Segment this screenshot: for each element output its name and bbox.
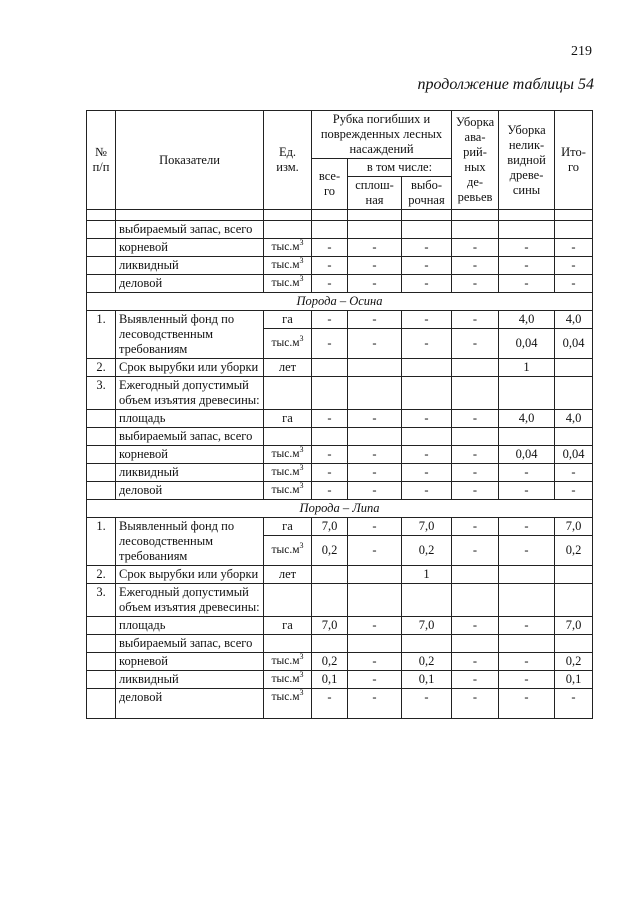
table-cell xyxy=(264,210,312,221)
table-cell: 7,0 xyxy=(312,617,348,635)
table-cell xyxy=(348,428,402,446)
table-cell: 3 xyxy=(299,463,304,473)
table-cell xyxy=(402,359,452,377)
table-cell xyxy=(452,377,499,410)
data-table xyxy=(86,110,593,719)
table-cell xyxy=(264,446,312,464)
table-cell xyxy=(452,221,499,239)
table-cell: - xyxy=(312,464,348,482)
table-cell: - xyxy=(452,617,499,635)
table-cell: 4,0 xyxy=(499,410,555,428)
table-cell xyxy=(348,635,402,653)
table-cell: - xyxy=(402,257,452,275)
table-cell: - xyxy=(348,617,402,635)
table-cell xyxy=(87,275,116,293)
table-cell: 1 xyxy=(499,359,555,377)
table-cell xyxy=(87,239,116,257)
table-caption: продолжение таблицы 54 xyxy=(417,76,594,93)
table-row xyxy=(87,671,593,689)
header-felling-total: все-го xyxy=(312,159,348,210)
header-including: в том числе: xyxy=(348,159,452,177)
table-cell xyxy=(264,428,312,446)
table-cell: га xyxy=(264,617,312,635)
table-cell: - xyxy=(348,410,402,428)
header-felling: Рубка погибших и поврежденных лесных насаждений xyxy=(312,111,452,159)
table-cell xyxy=(348,221,402,239)
table-row xyxy=(87,635,593,653)
table-cell xyxy=(264,653,312,671)
table-cell xyxy=(452,210,499,221)
table-cell: тыс.м xyxy=(271,337,300,349)
table-cell: ликвидный xyxy=(116,671,264,689)
table-cell xyxy=(555,359,593,377)
table-cell xyxy=(312,210,348,221)
table-cell: - xyxy=(348,689,402,719)
table-cell: - xyxy=(499,275,555,293)
table-cell: - xyxy=(499,689,555,719)
table-cell xyxy=(87,446,116,464)
table-cell: площадь xyxy=(116,410,264,428)
table-cell xyxy=(452,428,499,446)
table-cell: 0,2 xyxy=(555,536,593,566)
table-cell: тыс.м xyxy=(271,544,300,556)
table-cell: 3 xyxy=(299,274,304,284)
table-cell: га xyxy=(264,518,312,536)
table-cell: - xyxy=(499,653,555,671)
table-cell xyxy=(312,377,348,410)
table-cell: ликвидный xyxy=(116,464,264,482)
table-cell xyxy=(87,428,116,446)
table-row xyxy=(87,428,593,446)
table-cell xyxy=(116,210,264,221)
table-cell: 1 xyxy=(402,566,452,584)
table-cell: - xyxy=(452,257,499,275)
table-row xyxy=(87,410,593,428)
table-cell: 0,2 xyxy=(402,653,452,671)
table-cell xyxy=(348,377,402,410)
table-cell: - xyxy=(452,410,499,428)
table-cell: - xyxy=(555,689,593,719)
table-cell: - xyxy=(348,518,402,536)
table-cell xyxy=(87,410,116,428)
table-cell: 7,0 xyxy=(312,518,348,536)
table-cell xyxy=(87,617,116,635)
table-cell: деловой xyxy=(116,689,264,719)
table-cell xyxy=(499,566,555,584)
table-cell: - xyxy=(452,518,499,536)
table-cell: - xyxy=(348,536,402,566)
table-cell: 3 xyxy=(299,652,304,662)
table-cell: Срок вырубки или уборки xyxy=(116,359,264,377)
table-cell: Порода – Осина xyxy=(87,293,593,311)
table-cell: корневой xyxy=(116,446,264,464)
table-cell: деловой xyxy=(116,482,264,500)
table-cell xyxy=(264,377,312,410)
table-cell: 0,1 xyxy=(402,671,452,689)
table-cell: - xyxy=(312,257,348,275)
table-cell xyxy=(402,635,452,653)
table-cell: - xyxy=(348,482,402,500)
table-row xyxy=(87,617,593,635)
table-cell: 7,0 xyxy=(555,617,593,635)
table-cell: 3 xyxy=(299,670,304,680)
table-cell: - xyxy=(348,239,402,257)
table-cell: 3 xyxy=(299,334,304,344)
table-cell xyxy=(402,210,452,221)
table-cell: 7,0 xyxy=(402,518,452,536)
table-cell xyxy=(348,584,402,617)
table-cell: выбираемый запас, всего xyxy=(116,221,264,239)
table-cell xyxy=(264,689,312,719)
table-cell: - xyxy=(348,311,402,329)
table-cell: тыс.м xyxy=(271,673,300,685)
table-cell xyxy=(264,239,312,257)
table-cell: 4,0 xyxy=(499,311,555,329)
table-cell xyxy=(264,671,312,689)
header-unit: Ед. изм. xyxy=(264,111,312,210)
table-cell xyxy=(264,329,312,359)
table-cell: - xyxy=(499,518,555,536)
table-cell xyxy=(87,671,116,689)
table-cell: 7,0 xyxy=(402,617,452,635)
table-cell: 1. xyxy=(87,311,116,359)
table-cell: - xyxy=(348,671,402,689)
table-cell: - xyxy=(348,464,402,482)
table-cell xyxy=(555,428,593,446)
table-row xyxy=(87,653,593,671)
table-cell xyxy=(87,221,116,239)
table-cell xyxy=(312,359,348,377)
table-cell: - xyxy=(452,275,499,293)
table-cell xyxy=(452,566,499,584)
header-indicators: Показатели xyxy=(116,111,264,210)
table-cell: Срок вырубки или уборки xyxy=(116,566,264,584)
table-cell: Ежегодный допустимый объем изъятия древесины: xyxy=(116,377,264,410)
table-row xyxy=(87,482,593,500)
table-cell xyxy=(264,257,312,275)
table-cell xyxy=(555,635,593,653)
table-row xyxy=(87,275,593,293)
table-cell: 0,2 xyxy=(312,536,348,566)
table-cell: 2. xyxy=(87,359,116,377)
table-cell xyxy=(87,689,116,719)
table-cell: - xyxy=(452,689,499,719)
table-cell: - xyxy=(452,446,499,464)
table-row xyxy=(87,359,593,377)
table-cell xyxy=(555,210,593,221)
section-row-linden xyxy=(87,500,593,518)
table-cell: - xyxy=(555,239,593,257)
table-cell xyxy=(348,359,402,377)
table-cell: 4,0 xyxy=(555,311,593,329)
header-nonliquid: Уборка нелик-видной древе-сины xyxy=(499,111,555,210)
table-cell: 0,2 xyxy=(402,536,452,566)
table-cell: - xyxy=(555,482,593,500)
table-row xyxy=(87,239,593,257)
table-cell: тыс.м xyxy=(271,448,300,460)
table-cell: - xyxy=(402,464,452,482)
table-cell: - xyxy=(452,239,499,257)
table-row xyxy=(87,689,593,719)
header-total: Ито-го xyxy=(555,111,593,210)
table-row xyxy=(87,221,593,239)
table-row xyxy=(87,584,593,617)
table-cell: - xyxy=(312,689,348,719)
table-row xyxy=(87,518,593,536)
table-cell: Ежегодный допустимый объем изъятия древесины: xyxy=(116,584,264,617)
table-cell: - xyxy=(402,482,452,500)
table-cell: лет xyxy=(264,566,312,584)
table-cell xyxy=(87,635,116,653)
table-cell: тыс.м xyxy=(271,691,300,703)
table-cell: 7,0 xyxy=(555,518,593,536)
table-cell: - xyxy=(402,275,452,293)
table-cell xyxy=(452,584,499,617)
table-cell xyxy=(87,257,116,275)
table-cell xyxy=(402,428,452,446)
table-cell xyxy=(264,275,312,293)
table-cell: - xyxy=(499,617,555,635)
table-cell: - xyxy=(452,311,499,329)
table-cell: площадь xyxy=(116,617,264,635)
table-row xyxy=(87,257,593,275)
table-cell: - xyxy=(452,536,499,566)
table-cell: - xyxy=(499,239,555,257)
table-cell xyxy=(555,584,593,617)
table-cell xyxy=(555,566,593,584)
table-cell: тыс.м xyxy=(271,466,300,478)
table-cell xyxy=(499,584,555,617)
table-cell: 0,04 xyxy=(499,446,555,464)
table-cell: тыс.м xyxy=(271,277,300,289)
section-row-aspen xyxy=(87,293,593,311)
table-cell: - xyxy=(312,482,348,500)
table-cell: - xyxy=(348,257,402,275)
table-cell: га xyxy=(264,311,312,329)
table-cell: 3 xyxy=(299,445,304,455)
table-cell: 3 xyxy=(299,256,304,266)
table-cell xyxy=(555,221,593,239)
table-cell: - xyxy=(312,275,348,293)
table-cell: 0,1 xyxy=(312,671,348,689)
table-cell: 2. xyxy=(87,566,116,584)
table-cell: деловой xyxy=(116,275,264,293)
table-cell xyxy=(499,377,555,410)
table-cell: - xyxy=(555,275,593,293)
table-cell: - xyxy=(348,329,402,359)
table-cell: выбираемый запас, всего xyxy=(116,428,264,446)
table-cell xyxy=(312,584,348,617)
table-cell: - xyxy=(499,671,555,689)
table-cell: 0,04 xyxy=(555,329,593,359)
header-selective: выбо-рочная xyxy=(402,177,452,210)
table-cell: - xyxy=(402,446,452,464)
table-cell: корневой xyxy=(116,653,264,671)
table-cell xyxy=(499,428,555,446)
table-cell: 1. xyxy=(87,518,116,566)
table-cell: - xyxy=(312,329,348,359)
table-cell: - xyxy=(402,311,452,329)
table-cell: - xyxy=(348,275,402,293)
table-cell: - xyxy=(499,464,555,482)
table-cell xyxy=(499,221,555,239)
table-cell: - xyxy=(499,257,555,275)
table-row xyxy=(87,311,593,329)
table-cell: - xyxy=(452,482,499,500)
table-cell: 0,2 xyxy=(312,653,348,671)
table-cell: Порода – Липа xyxy=(87,500,593,518)
table-cell: тыс.м xyxy=(271,655,300,667)
table-cell: 4,0 xyxy=(555,410,593,428)
table-cell: корневой xyxy=(116,239,264,257)
header-emergency: Уборка ава-рий-ных де-ревьев xyxy=(452,111,499,210)
table-cell: Выявленный фонд по лесоводственным требованиям xyxy=(116,518,264,566)
table-cell: - xyxy=(555,464,593,482)
table-cell: лет xyxy=(264,359,312,377)
table-cell: 0,04 xyxy=(555,446,593,464)
table-row xyxy=(87,566,593,584)
table-cell xyxy=(312,428,348,446)
table-cell: 3. xyxy=(87,584,116,617)
table-cell: - xyxy=(452,464,499,482)
table-cell xyxy=(264,536,312,566)
table-cell: 0,2 xyxy=(555,653,593,671)
table-cell: - xyxy=(348,653,402,671)
table-cell: выбираемый запас, всего xyxy=(116,635,264,653)
table-cell xyxy=(555,377,593,410)
table-cell xyxy=(312,635,348,653)
table-cell: - xyxy=(499,482,555,500)
table-row xyxy=(87,464,593,482)
table-cell xyxy=(264,584,312,617)
page-number: 219 xyxy=(571,44,592,59)
table-cell: - xyxy=(312,410,348,428)
table-cell: 3 xyxy=(299,481,304,491)
table-cell: - xyxy=(312,311,348,329)
table-cell xyxy=(312,566,348,584)
table-cell xyxy=(452,635,499,653)
table-cell xyxy=(264,635,312,653)
table-row xyxy=(87,210,593,221)
table-header xyxy=(87,111,593,210)
table-cell: - xyxy=(402,239,452,257)
table-cell xyxy=(499,635,555,653)
table-cell: - xyxy=(402,410,452,428)
table-row xyxy=(87,377,593,410)
table-cell: 3 xyxy=(299,688,304,698)
table-cell: - xyxy=(402,689,452,719)
table-cell: тыс.м xyxy=(271,241,300,253)
header-num: № п/п xyxy=(87,111,116,210)
table-cell: га xyxy=(264,410,312,428)
table-cell: - xyxy=(312,239,348,257)
table-cell: - xyxy=(452,653,499,671)
table-cell: 3 xyxy=(299,541,304,551)
table-row xyxy=(87,446,593,464)
table-cell xyxy=(402,221,452,239)
header-clear: сплош-ная xyxy=(348,177,402,210)
table-cell xyxy=(264,482,312,500)
table-cell xyxy=(264,464,312,482)
table-cell: тыс.м xyxy=(271,484,300,496)
table-cell xyxy=(264,221,312,239)
table-cell: тыс.м xyxy=(271,259,300,271)
table-cell: - xyxy=(555,257,593,275)
table-cell xyxy=(348,566,402,584)
table-cell xyxy=(87,464,116,482)
table-cell xyxy=(312,221,348,239)
table-cell xyxy=(402,584,452,617)
table-cell: ликвидный xyxy=(116,257,264,275)
table-cell: 3. xyxy=(87,377,116,410)
table-cell: 3 xyxy=(299,238,304,248)
table-cell xyxy=(87,210,116,221)
table-cell: - xyxy=(452,329,499,359)
table-cell xyxy=(348,210,402,221)
table-cell xyxy=(402,377,452,410)
table-cell xyxy=(452,359,499,377)
table-cell xyxy=(499,210,555,221)
table-cell xyxy=(87,653,116,671)
table-cell: 0,1 xyxy=(555,671,593,689)
table-cell: 0,04 xyxy=(499,329,555,359)
table-cell: - xyxy=(499,536,555,566)
table-cell xyxy=(87,482,116,500)
table-cell: - xyxy=(348,446,402,464)
table-cell: - xyxy=(312,446,348,464)
table-cell: - xyxy=(452,671,499,689)
table-cell: Выявленный фонд по лесоводственным требованиям xyxy=(116,311,264,359)
table-cell: - xyxy=(402,329,452,359)
